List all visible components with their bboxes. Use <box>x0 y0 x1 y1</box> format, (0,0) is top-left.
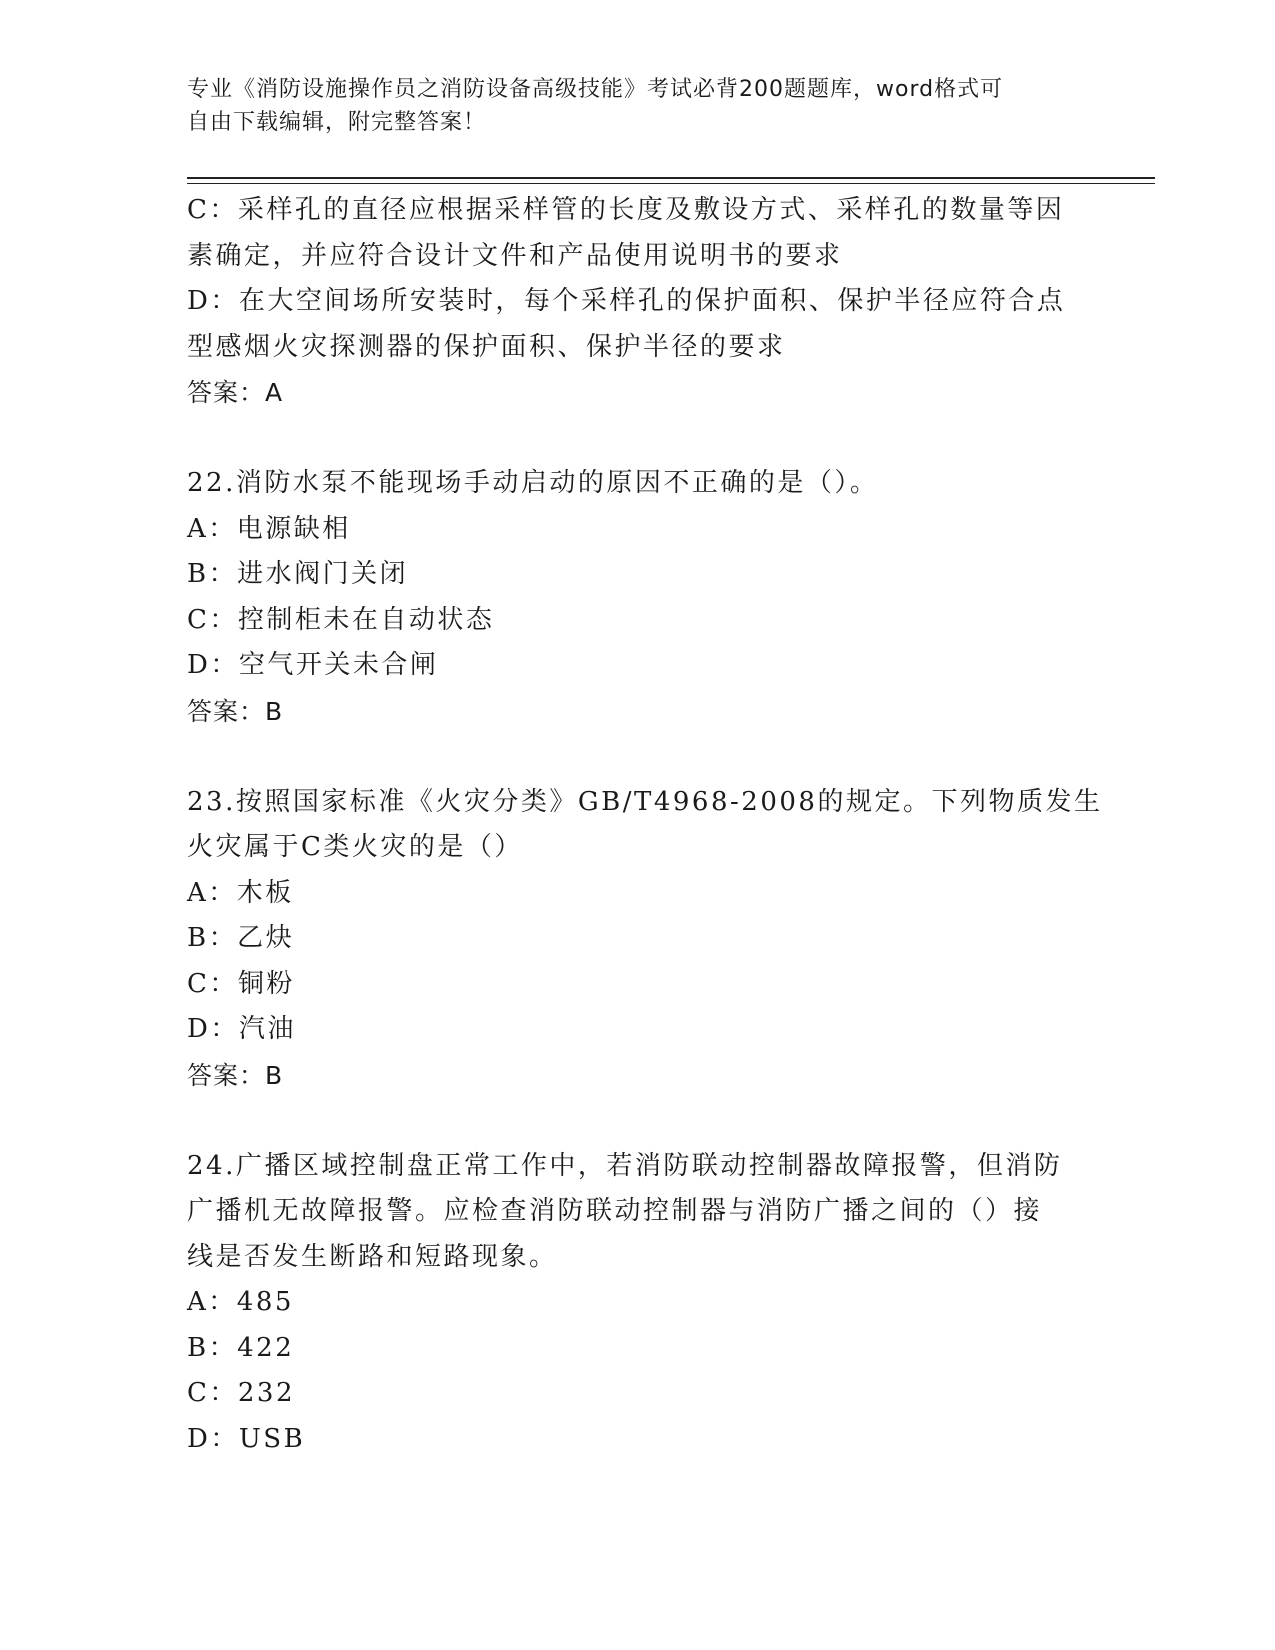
answer-21: 答案：A <box>187 378 284 407</box>
question-24-stem-line-3: 线是否发生断路和短路现象。 <box>187 1241 558 1272</box>
question-23-option-a: A：木板 <box>187 877 294 908</box>
question-23-option-b: B：乙炔 <box>187 923 295 953</box>
question-23-stem-line-2: 火灾属于C类火灾的是（） <box>187 832 523 862</box>
option-d-line-1: D：在大空间场所安装时，每个采样孔的保护面积、保护半径应符合点 <box>187 286 1066 316</box>
question-23-stem-line-1: 23.按照国家标准《火灾分类》GB/T4968-2008的规定。下列物质发生 <box>187 786 1103 817</box>
question-content <box>187 188 1103 1462</box>
answer-22: 答案：B <box>187 696 284 726</box>
question-22-option-d: D：空气开关未合闸 <box>187 650 439 680</box>
question-spacer <box>187 416 1077 462</box>
question-spacer <box>187 734 1077 780</box>
question-22-option-a: A：电源缺相 <box>187 513 351 544</box>
question-22-stem: 22.消防水泵不能现场手动启动的原因不正确的是（）。 <box>187 468 879 498</box>
question-22 <box>187 461 1077 734</box>
header-line-1: 专业《消防设施操作员之消防设备高级技能》考试必背200题题库，word格式可 <box>187 77 1004 102</box>
question-24-stem-line-2: 广播机无故障报警。应检查消防联动控制器与消防广播之间的（）接 <box>187 1196 1043 1226</box>
question-24-option-d: D：USB <box>187 1423 306 1454</box>
question-24-option-b: B：422 <box>187 1332 295 1363</box>
question-spacer <box>187 1098 1077 1144</box>
option-c-line-2: 素确定，并应符合设计文件和产品使用说明书的要求 <box>187 240 843 271</box>
question-22-option-b: B：进水阀门关闭 <box>187 559 409 589</box>
question-24-option-c: C：232 <box>187 1378 296 1408</box>
question-22-option-c: C：控制柜未在自动状态 <box>187 604 495 635</box>
question-23-option-d: D：汽油 <box>187 1014 296 1044</box>
header-line-2: 自由下载编辑，附完整答案！ <box>187 110 487 135</box>
question-24 <box>187 1144 1077 1463</box>
option-d-line-2: 型感烟火灾探测器的保护面积、保护半径的要求 <box>187 331 786 362</box>
question-23-option-c: C：铜粉 <box>187 968 295 999</box>
header-divider-thick <box>187 177 1155 179</box>
question-24-option-a: A：485 <box>187 1287 294 1317</box>
option-c-line-1: C：采样孔的直径应根据采样管的长度及敷设方式、采样孔的数量等因 <box>187 195 1065 225</box>
question-23 <box>187 780 1103 1099</box>
header-divider-thin <box>187 183 1155 184</box>
question-24-stem-line-1: 24.广播区域控制盘正常工作中，若消防联动控制器故障报警，但消防 <box>187 1150 1063 1181</box>
document-header <box>187 73 1087 139</box>
answer-23: 答案：B <box>187 1060 284 1090</box>
question-21-tail <box>187 188 1077 416</box>
